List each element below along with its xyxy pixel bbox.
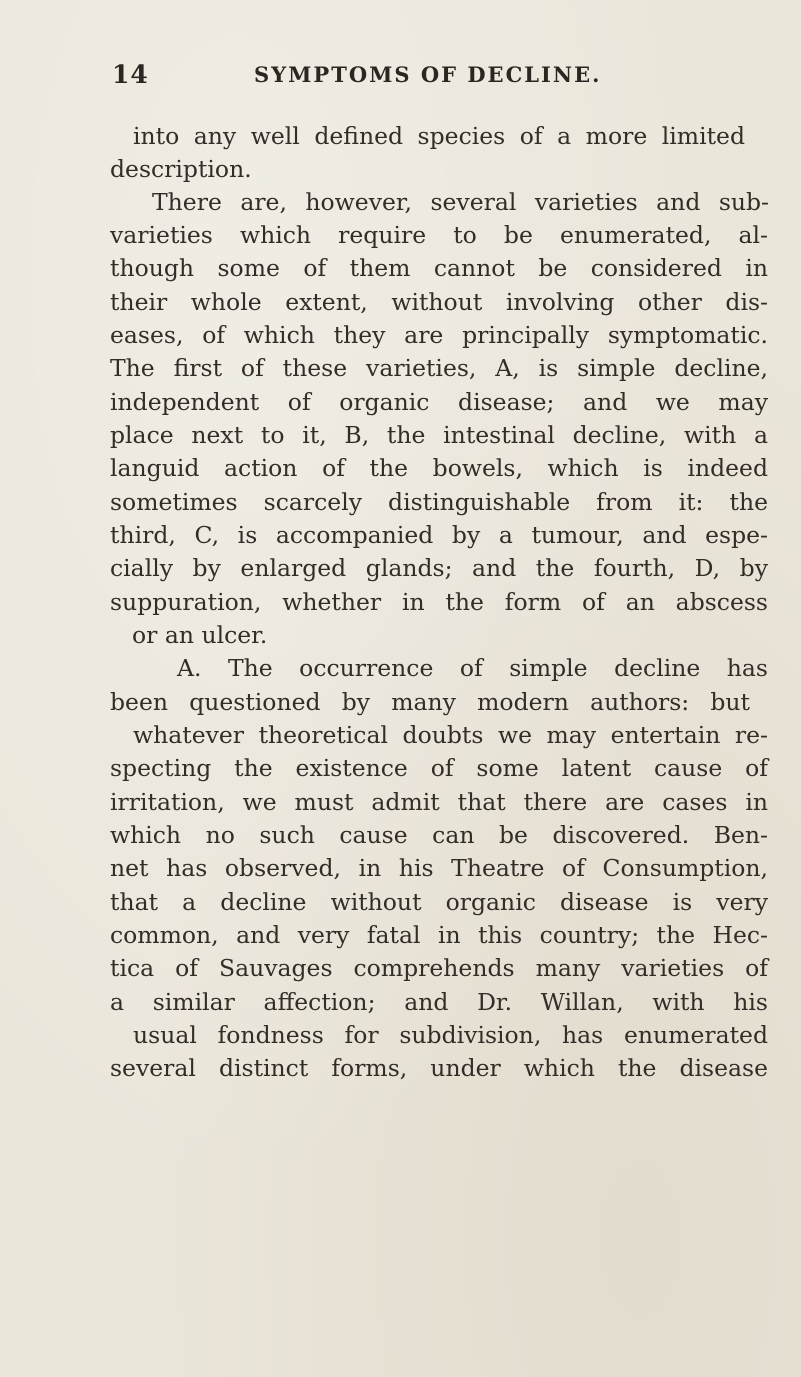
text-line: A. The occurrence of simple decline has — [177, 654, 768, 682]
text-line: languid action of the bowels, which is indeed — [110, 454, 768, 482]
text-line: description. — [110, 155, 252, 183]
text-line: into any well defined species of a more limited — [133, 122, 745, 150]
text-line: net has observed, in his Theatre of Consumption, — [110, 854, 768, 882]
page-number: 14 — [112, 60, 149, 89]
text-line: irritation, we must admit that there are cases in — [110, 788, 768, 816]
text-line: independent of organic disease; and we may — [110, 388, 768, 416]
text-line: common, and very fatal in this country; the Hec- — [110, 921, 768, 949]
text-line: that a decline without organic disease is very — [110, 888, 768, 916]
text-line: or an ulcer. — [132, 621, 268, 649]
text-line: varieties which require to be enumerated, al- — [110, 221, 768, 249]
text-line: a similar affection; and Dr. Willan, with his — [110, 988, 768, 1016]
text-line: though some of them cannot be considered in — [110, 254, 768, 282]
page-header — [112, 60, 752, 100]
text-line: eases, of which they are principally symptomatic. — [110, 321, 768, 349]
text-line: whatever theoretical doubts we may entertain re- — [133, 721, 768, 749]
text-line: tica of Sauvages comprehends many varieties of — [110, 954, 768, 982]
text-line: third, C, is accompanied by a tumour, and espe- — [110, 521, 768, 549]
text-line: There are, however, several varieties and sub- — [152, 188, 769, 216]
text-line: suppuration, whether in the form of an abscess — [110, 588, 768, 616]
text-line: which no such cause can be discovered. Ben- — [110, 821, 768, 849]
text-line: cially by enlarged glands; and the fourth, D, by — [110, 554, 768, 582]
text-line: The first of these varieties, A, is simple decline, — [110, 354, 768, 382]
text-line: usual fondness for subdivision, has enumerated — [133, 1021, 768, 1049]
text-line: been questioned by many modern authors: but — [110, 688, 750, 716]
text-line: several distinct forms, under which the disease — [110, 1054, 768, 1082]
text-line: place next to it, B, the intestinal decline, with a — [110, 421, 768, 449]
text-line: sometimes scarcely distinguishable from it: the — [110, 488, 768, 516]
text-line: specting the existence of some latent cause of — [110, 754, 768, 782]
running-head: SYMPTOMS OF DECLINE. — [254, 62, 602, 87]
text-line: their whole extent, without involving other dis- — [110, 288, 768, 316]
